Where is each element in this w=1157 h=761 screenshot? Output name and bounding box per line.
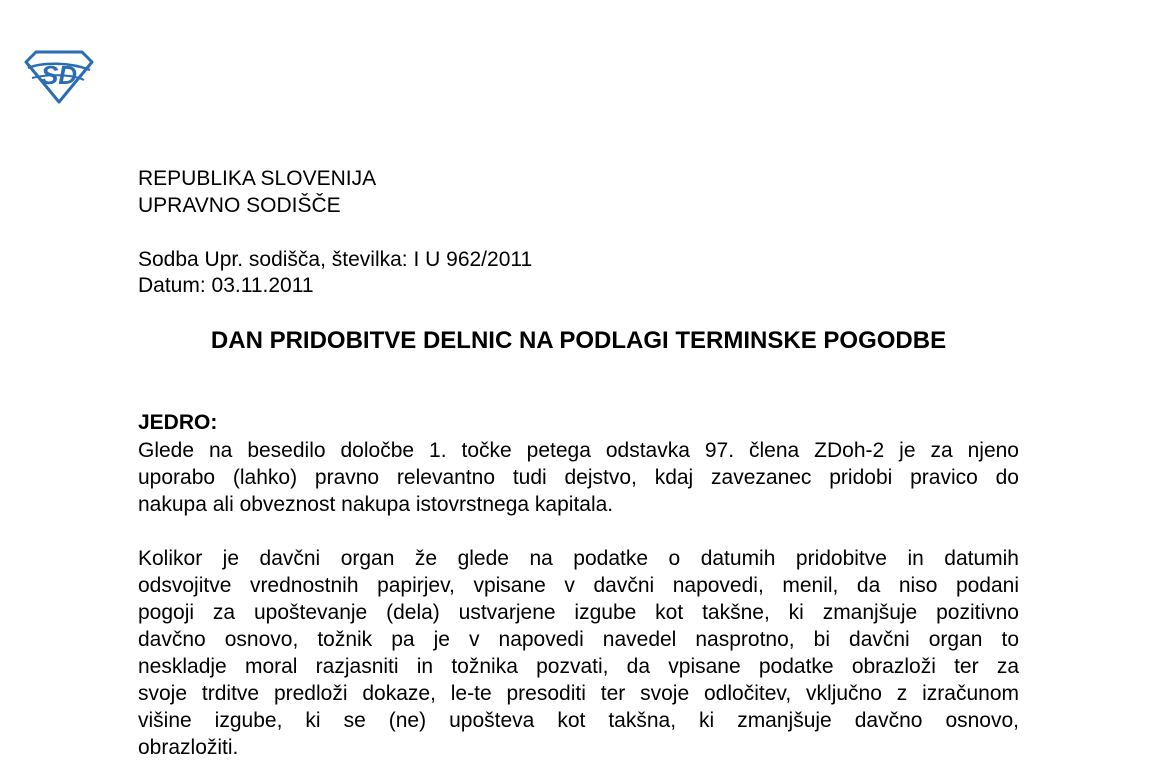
paragraph-line: neskladje moral razjasniti in tožnika pozvati, da vpisane podatke obrazloži ter za: [138, 655, 1019, 678]
paragraph-line: nakupa ali obveznost nakupa istovrstnega kapitala.: [138, 493, 614, 516]
case-number: Sodba Upr. sodišča, številka: I U 962/2011: [138, 248, 533, 271]
header-republic: REPUBLIKA SLOVENIJA: [138, 167, 377, 190]
paragraph-2: [138, 545, 1019, 761]
paragraph-line: uporabo (lahko) pravno relevantno tudi dejstvo, kdaj zavezanec pridobi pravico do: [138, 466, 1019, 489]
case-date: Datum: 03.11.2011: [138, 274, 314, 297]
paragraph-line: Glede na besedilo določbe 1. točke petega odstavka 97. člena ZDoh-2 je za njeno: [138, 439, 1019, 462]
paragraph-line: davčno osnovo, tožnik pa je v napovedi navedel nasprotno, bi davčni organ to: [138, 628, 1019, 651]
paragraph-line: višine izgube, ki se (ne) upošteva kot takšna, ki zmanjšuje davčno osnovo,: [138, 709, 1019, 732]
court-logo: [22, 48, 96, 104]
logo-text: SD: [40, 60, 78, 90]
paragraph-line: odsvojitve vrednostnih papirjev, vpisane v davčni napovedi, menil, da niso podani: [138, 574, 1019, 597]
paragraph-line: obrazložiti.: [138, 736, 239, 759]
header-court: UPRAVNO SODIŠČE: [138, 194, 341, 217]
document-title: DAN PRIDOBITVE DELNIC NA PODLAGI TERMINSKE POGODBE: [210, 327, 947, 354]
paragraph-1: [138, 437, 1019, 518]
section-heading: JEDRO:: [138, 411, 218, 434]
paragraph-line: svoje trditve predloži dokaze, le-te presoditi ter svoje odločitev, vključno z izračunom: [138, 682, 1019, 705]
paragraph-line: pogoji za upoštevanje (dela) ustvarjene izgube kot takšne, ki zmanjšuje pozitivno: [138, 601, 1019, 624]
paragraph-line: Kolikor je davčni organ že glede na podatke o datumih pridobitve in datumih: [138, 547, 1019, 570]
